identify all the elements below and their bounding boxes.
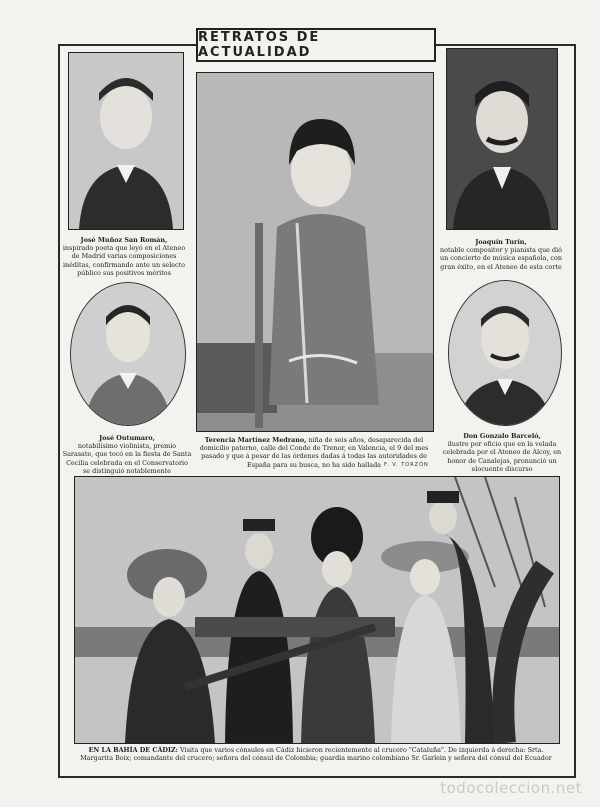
photo-center — [196, 72, 434, 432]
portrait-child-icon — [197, 73, 433, 431]
caption-mid-right — [440, 432, 564, 473]
caption-name: Don Gonzalo Barceló, — [463, 432, 541, 440]
caption-name: José Muñoz San Román, — [80, 236, 168, 244]
portrait-figure-icon — [447, 49, 557, 229]
group-scene-icon — [75, 477, 559, 743]
caption-center-name: Terencia Martínez Medrano, — [204, 436, 307, 444]
portrait-figure-icon — [449, 281, 561, 425]
caption-text: ilustre por oficio que en la velada celebrada por el Ateneo de Alcoy, en honor de Canalejas, pronunció un elocuente discurso — [442, 440, 562, 473]
photo-top-left — [68, 52, 184, 230]
caption-bottom-heading: EN LA BAHÍA DE CÁDIZ: — [88, 746, 178, 754]
caption-text: inspirado poeta que leyó en el Ateneo de Madrid varias composiciones inéditas, confirmando ante un selecto público sus positivos méritos — [62, 244, 186, 277]
caption-name: Joaquín Turín, — [475, 238, 527, 246]
caption-top-right — [440, 238, 562, 271]
photo-mid-left — [70, 282, 186, 426]
caption-center-text: niña de seis años, desaparecida del domicilio paterno, calle del Conde de Trenor, en Valencia, el 9 del mes pasado y que á pesar de las órdenes dadas á todas las autoridades de España para su busca, no ha sido hallada — [199, 436, 429, 469]
portrait-figure-icon — [69, 53, 183, 229]
caption-bottom-text: Visita que varios cónsules en Cádiz hicieron recientemente al crucero "Cataluña". De izquierda á derecha: Srta. Margarita Boix; comandante del crucero; señora del cónsul de Colombia; guardia marino colombiano Sr. Garlein y señora del cónsul del Ecuador — [80, 746, 552, 763]
photo-mid-right — [448, 280, 562, 426]
caption-bottom — [74, 746, 558, 762]
photo-top-right — [446, 48, 558, 230]
caption-text: notabilísimo violinista, premio Sarasate, que tocó en la fiesta de Santa Cecilia celebrada en el Conservatorio se distinguió notablemente — [62, 442, 192, 475]
page-title: RETRATOS DE ACTUALIDAD — [198, 30, 321, 60]
photo-bottom-group — [74, 476, 560, 744]
caption-name: José Outumaro, — [99, 434, 155, 442]
photo-credit: F. V. TORZÓN — [384, 462, 429, 468]
page-title-box — [196, 28, 436, 62]
watermark: todocoleccion.net — [440, 779, 582, 797]
caption-mid-left — [62, 434, 192, 475]
caption-text: notable compositor y pianista que dió un concierto de música española, con gran éxito, en el Ateneo de esta corte — [440, 246, 562, 271]
caption-top-left — [60, 236, 188, 277]
portrait-figure-icon — [71, 283, 185, 425]
